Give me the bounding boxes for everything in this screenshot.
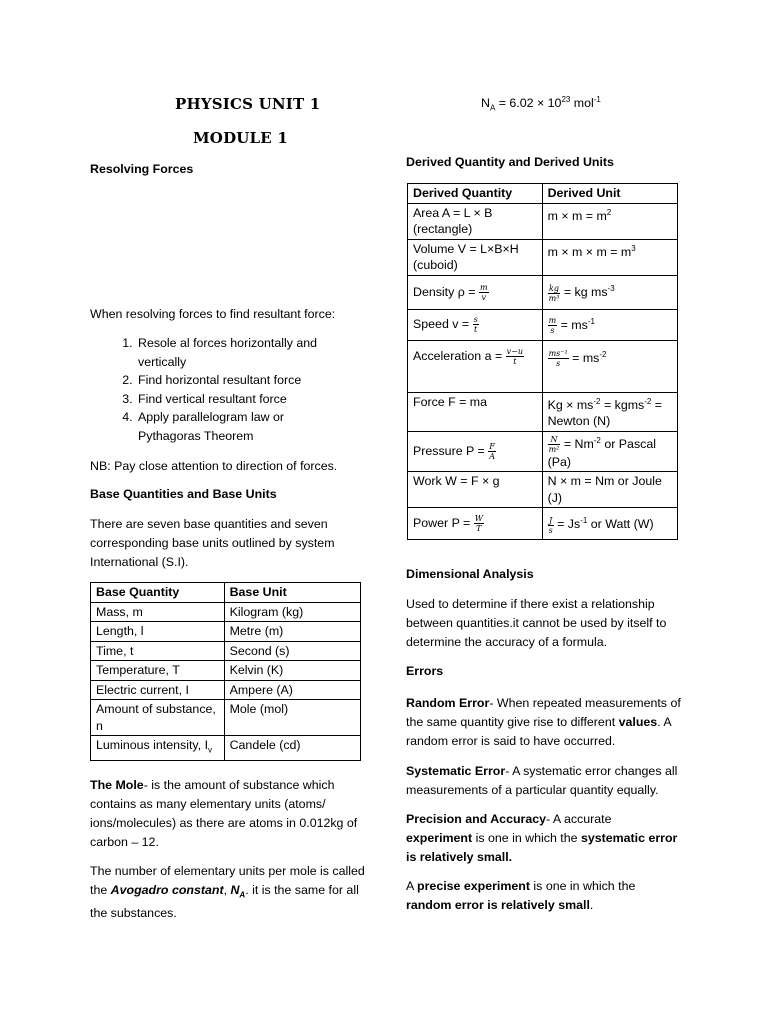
- avogadro-term: Avogadro constant: [110, 883, 224, 897]
- table-cell: Metre (m): [224, 622, 360, 642]
- avogadro-symbol-sub: A: [489, 103, 496, 113]
- table-cell: Ampere (A): [224, 680, 360, 700]
- avogadro-value: = 6.02 × 10: [495, 96, 562, 111]
- avogadro-symbol-inline: N: [230, 883, 240, 897]
- fraction: [479, 283, 489, 302]
- table-cell: Temperature, T: [91, 661, 225, 681]
- table-row: [408, 239, 678, 275]
- precision-term: Precision and Accuracy: [406, 812, 547, 826]
- precise-text-3: .: [589, 898, 594, 912]
- unit-exponent: -1: [580, 516, 588, 526]
- unit-text: = ms: [557, 317, 588, 332]
- fraction-numerator: m: [548, 316, 557, 326]
- table-cell: [542, 239, 677, 275]
- quantity-text: Pressure P =: [413, 443, 489, 458]
- table-row: [408, 431, 678, 472]
- fraction: [473, 315, 479, 334]
- fraction: [548, 435, 561, 454]
- mole-def-text: - is the amount of substance which contains as many elementary units (atoms/ ions/molecules) as there are atoms in 0.012kg of carbon – 12.: [90, 778, 358, 849]
- base-units-table: [90, 582, 361, 761]
- fraction-denominator: s: [550, 326, 555, 336]
- table-cell: Area A = L × B (rectangle): [408, 203, 543, 239]
- avogadro-text-3: . it is the same for all the substances.: [90, 883, 359, 921]
- base-heading: Base Quantities and Base Units: [90, 487, 277, 501]
- precision-text-1: - A accurate: [546, 812, 612, 826]
- fraction-denominator: s: [548, 525, 553, 535]
- page-title: PHYSICS UNIT 1: [175, 95, 321, 113]
- table-cell: [542, 431, 677, 472]
- table-cell: Mole (mol): [224, 700, 360, 736]
- table-cell: Electric current, I: [91, 680, 225, 700]
- table-row: [408, 392, 678, 431]
- fraction: [474, 514, 484, 533]
- unit-text: = Js: [553, 517, 581, 532]
- table-row: [408, 508, 678, 540]
- quantity-text: Speed v =: [413, 316, 473, 331]
- table-cell: [542, 309, 677, 340]
- fraction: [548, 284, 561, 303]
- unit-text: = Nm: [560, 436, 594, 451]
- page-subtitle: MODULE 1: [193, 129, 288, 147]
- table-row: [91, 700, 361, 736]
- unit-text: Kg × ms: [547, 397, 594, 412]
- luminous-sub: v: [208, 745, 213, 755]
- table-cell: Time, t: [91, 641, 225, 661]
- list-item: 2. Find horizontal resultant force: [136, 371, 330, 390]
- unit-text: m × m = m: [547, 208, 607, 223]
- unit-exponent: -2: [593, 435, 601, 445]
- table-cell: Volume V = L×B×H (cuboid): [408, 239, 543, 275]
- table-cell: [542, 508, 677, 540]
- fraction-numerator: m: [479, 282, 488, 292]
- table-header-cell: Derived Quantity: [408, 184, 543, 204]
- quantity-text: Density ρ =: [413, 284, 479, 299]
- avogadro-symbol: N: [481, 96, 490, 111]
- avogadro-text-1: The number of elementary units per mole is called the: [90, 864, 365, 897]
- dimensional-text: Used to determine if there exist a relationship between quantities.it cannot be used by itself to determine the accuracy of a formula.: [406, 597, 667, 649]
- mole-definition: [90, 776, 360, 852]
- table-cell: [408, 431, 543, 472]
- fraction-numerator: N: [548, 435, 561, 445]
- table-row: [91, 736, 361, 761]
- fraction-denominator: m²: [548, 444, 560, 454]
- unit-exponent: -3: [607, 284, 615, 294]
- unit-exponent-2: -2: [644, 396, 652, 406]
- table-cell: [542, 340, 677, 392]
- resolving-intro: When resolving forces to find resultant force:: [90, 307, 336, 321]
- fraction: [548, 349, 569, 368]
- unit-exponent: -2: [593, 396, 601, 406]
- table-header-row: [408, 184, 678, 204]
- table-row: [91, 641, 361, 661]
- table-cell: [408, 340, 543, 392]
- derived-heading: Derived Quantity and Derived Units: [406, 155, 614, 169]
- unit-text: = ms: [568, 350, 600, 365]
- table-row: [91, 602, 361, 622]
- fraction-numerator: v−u: [506, 346, 524, 356]
- fraction-denominator: m³: [548, 293, 560, 303]
- unit-exponent: -2: [599, 349, 607, 359]
- resolving-heading: Resolving Forces: [90, 162, 194, 176]
- table-row: [91, 680, 361, 700]
- table-row: [408, 275, 678, 309]
- table-cell: Kilogram (kg): [224, 602, 360, 622]
- precision-bold-2: systematic error is relatively small.: [406, 831, 678, 864]
- table-cell: Second (s): [224, 641, 360, 661]
- nb-note: NB: Pay close attention to direction of forces.: [90, 459, 338, 473]
- base-intro: There are seven base quantities and seven corresponding base units outlined by system International (S.I).: [90, 517, 335, 569]
- precise-text-1: A: [406, 879, 418, 893]
- precise-bold-1: precise experiment: [417, 879, 530, 893]
- steps-list: [90, 334, 330, 445]
- systematic-error-term: Systematic Error: [406, 764, 506, 778]
- mole-term: The Mole: [90, 778, 144, 792]
- table-row: [91, 661, 361, 681]
- list-item: 4. Apply parallelogram law or Pythagoras Theorem: [136, 408, 330, 445]
- table-row: [408, 340, 678, 392]
- random-error-paragraph: [406, 694, 681, 751]
- unit-text-2: or Pascal (Pa): [547, 436, 656, 469]
- unit-text-3: = Newton (N): [547, 397, 663, 429]
- list-item: 1. Resole al forces horizontally and vertically: [136, 334, 330, 371]
- table-cell: [408, 309, 543, 340]
- unit-text: m × m × m = m: [547, 244, 632, 259]
- table-row: [91, 622, 361, 642]
- table-cell: [408, 508, 543, 540]
- fraction-numerator: kg: [548, 283, 559, 293]
- avogadro-exponent: 23: [561, 95, 571, 104]
- table-cell: Length, l: [91, 622, 225, 642]
- unit-text: = kg ms: [560, 285, 608, 300]
- precision-text-2: is one in which the: [472, 831, 581, 845]
- unit-exponent: 3: [631, 243, 636, 253]
- systematic-error-paragraph: [406, 762, 681, 800]
- systematic-error-text: - A systematic error changes all measurements of a particular quantity equally.: [406, 764, 678, 797]
- fraction: [548, 316, 558, 335]
- table-row: [408, 472, 678, 508]
- quantity-text: Acceleration a =: [413, 348, 506, 363]
- dimensional-heading: Dimensional Analysis: [406, 567, 534, 581]
- table-cell: [91, 736, 225, 761]
- avogadro-symbol-inline-sub: A: [239, 890, 246, 900]
- random-error-bold: values: [618, 715, 658, 729]
- random-error-text-1: - When repeated measurements of the same quantity give rise to different: [406, 696, 681, 729]
- fraction-denominator: v: [481, 292, 486, 302]
- avogadro-unit-exponent: -1: [593, 95, 601, 104]
- precise-bold-2: random error is relatively small: [406, 898, 590, 912]
- table-row: [408, 203, 678, 239]
- random-error-term: Random Error: [406, 696, 490, 710]
- table-cell: Amount of substance, n: [91, 700, 225, 736]
- table-cell: [542, 275, 677, 309]
- unit-text-2: = kgms: [600, 397, 645, 412]
- fraction-denominator: t: [513, 356, 517, 366]
- quantity-text: Power P =: [413, 516, 474, 531]
- luminous-label: Luminous intensity, I: [96, 738, 209, 752]
- fraction-denominator: s: [556, 358, 561, 368]
- table-cell: [408, 275, 543, 309]
- errors-heading: Errors: [406, 664, 444, 678]
- avogadro-unit: mol: [570, 96, 594, 111]
- unit-exponent: -1: [587, 316, 595, 326]
- table-cell: [542, 392, 677, 431]
- table-header-cell: Derived Unit: [542, 184, 677, 204]
- fraction: [506, 347, 524, 366]
- fraction-numerator: W: [474, 514, 483, 524]
- random-error-text-2: . A random error is said to have occurred.: [406, 715, 671, 748]
- table-cell: Mass, m: [91, 602, 225, 622]
- table-cell: [542, 203, 677, 239]
- fraction-numerator: ms⁻¹: [548, 348, 568, 358]
- fraction-numerator: F: [489, 442, 495, 452]
- table-cell: N × m = Nm or Joule (J): [542, 472, 677, 508]
- table-cell: Candele (cd): [224, 736, 360, 761]
- table-header-cell: Base Unit: [224, 583, 360, 603]
- precise-text-2: is one in which the: [529, 879, 636, 893]
- fraction: [488, 442, 496, 461]
- precision-bold-1: experiment: [406, 831, 473, 845]
- list-item: 3. Find vertical resultant force: [136, 390, 330, 409]
- table-header-row: [91, 583, 361, 603]
- resolving-steps: [90, 334, 330, 445]
- unit-text-2: or Watt (W): [587, 517, 654, 532]
- unit-exponent: 2: [606, 207, 612, 217]
- table-cell: Force F = ma: [408, 392, 543, 431]
- avogadro-text-2: ,: [223, 883, 231, 897]
- derived-units-table: [407, 183, 678, 540]
- table-header-cell: Base Quantity: [91, 583, 225, 603]
- fraction-numerator: s: [473, 315, 478, 324]
- avogadro-paragraph: [90, 862, 365, 923]
- table-cell: Work W = F × g: [408, 472, 543, 508]
- precision-paragraph: [406, 810, 681, 867]
- precise-paragraph: [406, 877, 681, 915]
- fraction-numerator: J: [549, 515, 553, 525]
- fraction-denominator: T: [476, 524, 482, 534]
- table-row: [408, 309, 678, 340]
- fraction-denominator: t: [474, 325, 478, 334]
- fraction-denominator: A: [489, 452, 495, 462]
- avogadro-formula: [481, 95, 601, 113]
- table-cell: Kelvin (K): [224, 661, 360, 681]
